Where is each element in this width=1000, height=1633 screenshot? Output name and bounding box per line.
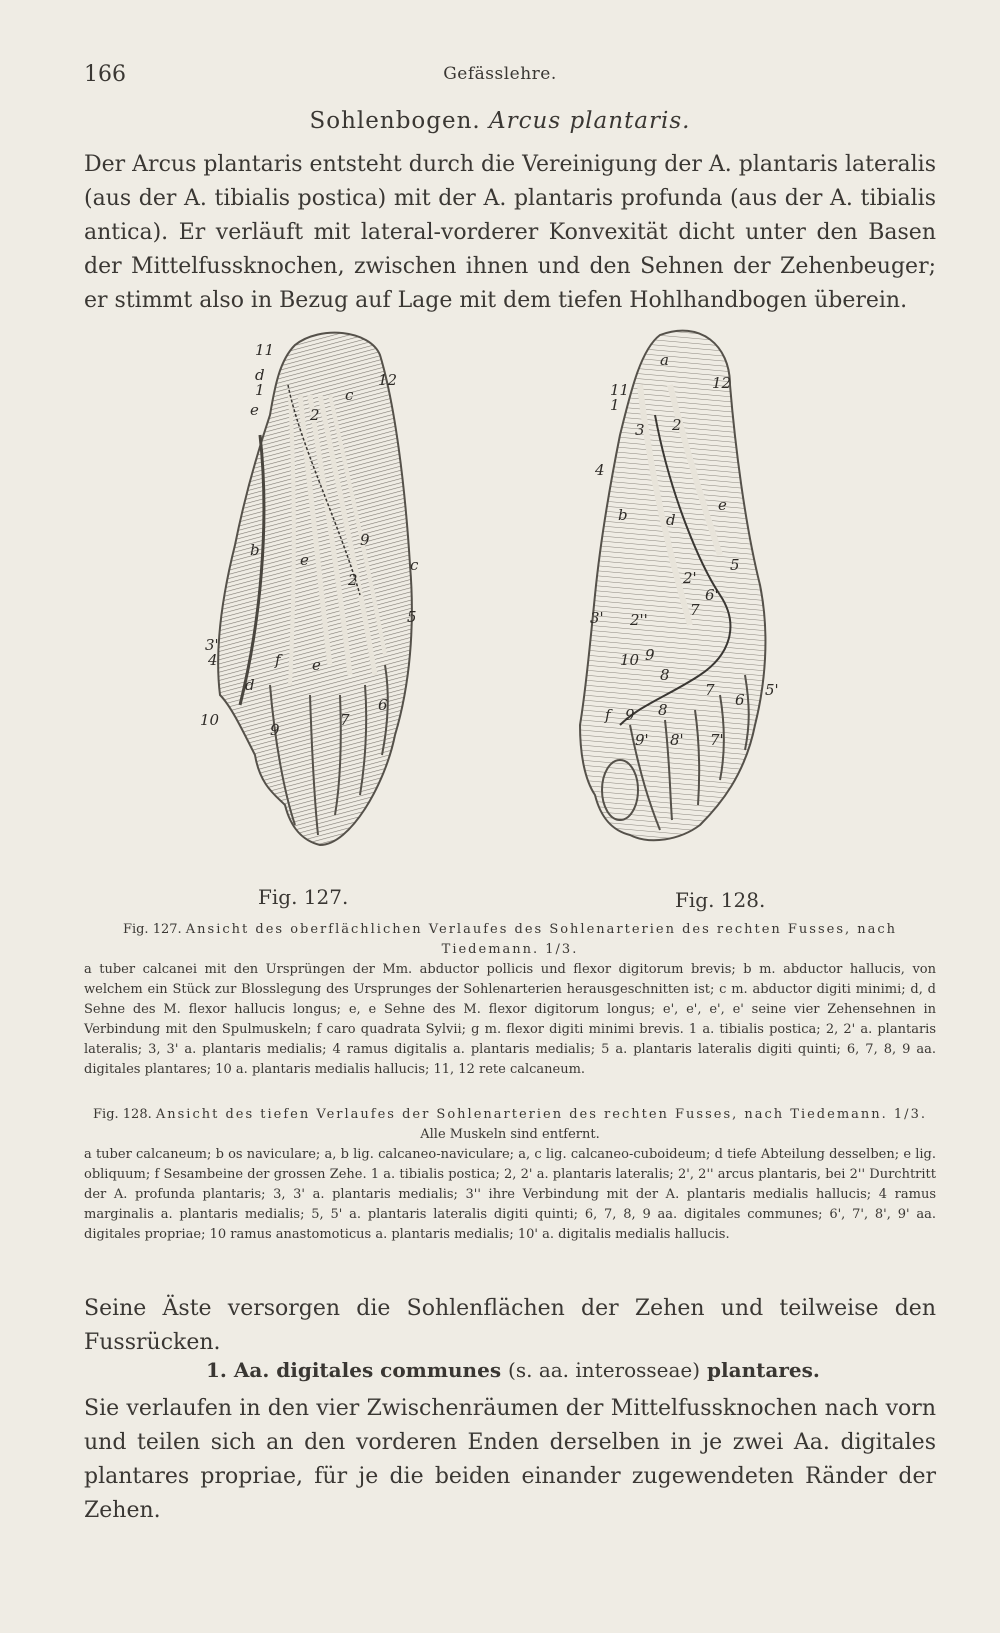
svg-text:2: 2 [310,406,320,424]
svg-text:9: 9 [270,721,280,739]
svg-text:9': 9' [635,731,649,749]
svg-text:3': 3' [590,609,604,627]
svg-text:8: 8 [658,701,668,719]
svg-text:8: 8 [660,666,670,684]
svg-text:e: e [250,401,259,419]
caption-2-fig-ref: Fig. 128. [93,1107,152,1122]
svg-text:2': 2' [683,569,697,587]
svg-text:6: 6 [735,691,745,709]
caption-figure-128 [84,1105,936,1245]
svg-text:1: 1 [255,381,265,399]
svg-text:11: 11 [255,341,275,359]
svg-text:6: 6 [378,696,388,714]
svg-text:10: 10 [620,651,640,669]
caption-1-text: a tuber calcanei mit den Ursprüngen der Mm. abductor pollicis und flexor digitorum brevis; b m. abductor hallucis, von welchem ein Stück zur Blosslegung des Ursprunges der Sohlenarterien herausgeschnitten ist; c m. abductor digiti minimi; d, d Sehne des M. flexor hallucis longus; e, e Sehne des M. flexor digitorum longus; e', e', e', e' seine vier Zehensehnen in Verbindung mit den Spulmuskeln; f caro quadrata Sylvii; g m. flexor digiti minimi brevis. 1 a. tibialis postica; 2, 2' a. plantaris lateralis; 3, 3' a. plantaris medialis; 4 ramus digitalis a. plantaris medialis; 5 a. plantaris lateralis digiti quinti; 6, 7, 8, 9 aa. digitales plantares; 10 a. plantaris medialis hallucis; 11, 12 rete calcaneum. [84,962,936,1077]
paragraph-3: Sie verlaufen in den vier Zwischenräumen der Mittelfussknochen nach vorn und teilen sich an den vorderen Enden derselben in je zwei Aa. digitales plantares propriae, für je die beiden einander zugewendeten Ränder der Zehen. [84,1396,936,1523]
list-item-1-name: Aa. digitales communes [233,1358,502,1382]
figure-127-illustration [200,333,419,845]
svg-text:c: c [410,556,419,574]
svg-text:12: 12 [378,371,398,389]
figure-128-illustration [580,331,779,841]
svg-text:4: 4 [595,461,605,479]
svg-text:2'': 2'' [630,611,648,629]
svg-text:f: f [605,706,611,724]
svg-text:11: 11 [610,381,630,399]
caption-2-title: Ansicht des tiefen Verlaufes der Sohlenarterien des rechten Fusses, nach Tiedemann. 1/3. [155,1107,927,1122]
svg-text:b: b [250,541,260,559]
svg-text:c: c [345,386,354,404]
section-title-de: Sohlenbogen. [309,108,481,134]
list-item-1-number: 1. [206,1358,227,1382]
svg-text:7: 7 [705,681,715,699]
svg-text:3': 3' [205,636,219,654]
caption-2-text: a tuber calcaneum; b os naviculare; a, b lig. calcaneo-naviculare; a, c lig. calcaneo-cuboideum; d tiefe Abteilung desselben; e lig. obliquum; f Sesambeine der grossen Zehe. 1 a. tibialis postica; 2, 2' a. plantaris lateralis; 2', 2'' arcus plantaris, bei 2'' Durchtritt der A. profunda plantaris; 3, 3' a. plantaris medialis; 3'' ihre Verbindung mit der A. plantaris medialis hallucis; 4 ramus marginalis a. plantaris medialis; 5, 5' a. plantaris lateralis digiti quinti; 6, 7, 8, 9 aa. digitales communes; 6', 7', 8', 9' aa. digitales propriae; 10 ramus anastomoticus a. plantaris medialis; 10' a. digitalis medialis hallucis. [84,1147,936,1242]
list-item-1 [206,1358,820,1382]
caption-figure-127 [84,920,936,1080]
caption-1-fig-ref: Fig. 127. [122,922,182,937]
anatomy-figures [200,325,820,895]
svg-text:4: 4 [208,651,218,669]
svg-text:8': 8' [670,731,684,749]
figure-127-label: Fig. 127. [258,885,349,909]
svg-text:9: 9 [360,531,370,549]
list-item-1-name2: plantares. [707,1358,820,1382]
section-title-la: Arcus plantaris. [489,108,691,134]
caption-1-title: Ansicht des oberflächlichen Verlaufes des Sohlenarterien des rechten Fusses, nach Tiedemann. 1/3. [185,922,898,957]
figure-128-label: Fig. 128. [675,888,766,912]
svg-text:7: 7 [690,601,700,619]
svg-text:a: a [660,351,669,369]
svg-text:f: f [275,651,281,669]
svg-text:e: e [718,496,727,514]
paragraph-1: Der Arcus plantaris entsteht durch die Vereinigung der A. plantaris lateralis (aus der A. tibialis postica) mit der A. plantaris profunda (aus der A. tibialis antica). Er verläuft mit lateral-vorderer Konvexität dicht unter den Basen der Mittelfussknochen, zwischen ihnen und den Sehnen der Zehenbeuger; er stimmt also in Bezug auf Lage mit dem tiefen Hohlhandbogen überein. [84,152,936,313]
svg-text:e: e [300,551,309,569]
svg-text:d: d [255,366,265,384]
page-number: 166 [84,62,126,87]
svg-text:e: e [312,656,321,674]
svg-text:5': 5' [765,681,779,699]
section-title [0,108,1000,134]
svg-text:12: 12 [712,374,732,392]
svg-text:10: 10 [200,711,220,729]
running-title: Gefässlehre. [443,64,557,84]
paragraph-2: Seine Äste versorgen die Sohlenflächen der Zehen und teilweise den Fussrücken. [84,1296,936,1355]
caption-2-subtitle: Alle Muskeln sind entfernt. [420,1127,600,1142]
list-item-1-paren: (s. aa. interosseae) [508,1358,701,1382]
svg-text:6': 6' [705,586,719,604]
svg-text:3: 3 [635,421,645,439]
svg-text:2: 2 [348,571,358,589]
svg-text:9: 9 [645,646,655,664]
svg-text:5: 5 [730,556,740,574]
svg-text:1: 1 [610,396,620,414]
svg-text:2: 2 [672,416,682,434]
svg-text:d: d [666,511,676,529]
svg-text:9: 9 [625,706,635,724]
svg-text:7: 7 [340,711,350,729]
svg-text:7': 7' [710,731,724,749]
svg-text:b: b [618,506,628,524]
svg-text:5: 5 [407,608,417,626]
svg-text:d: d [245,676,255,694]
